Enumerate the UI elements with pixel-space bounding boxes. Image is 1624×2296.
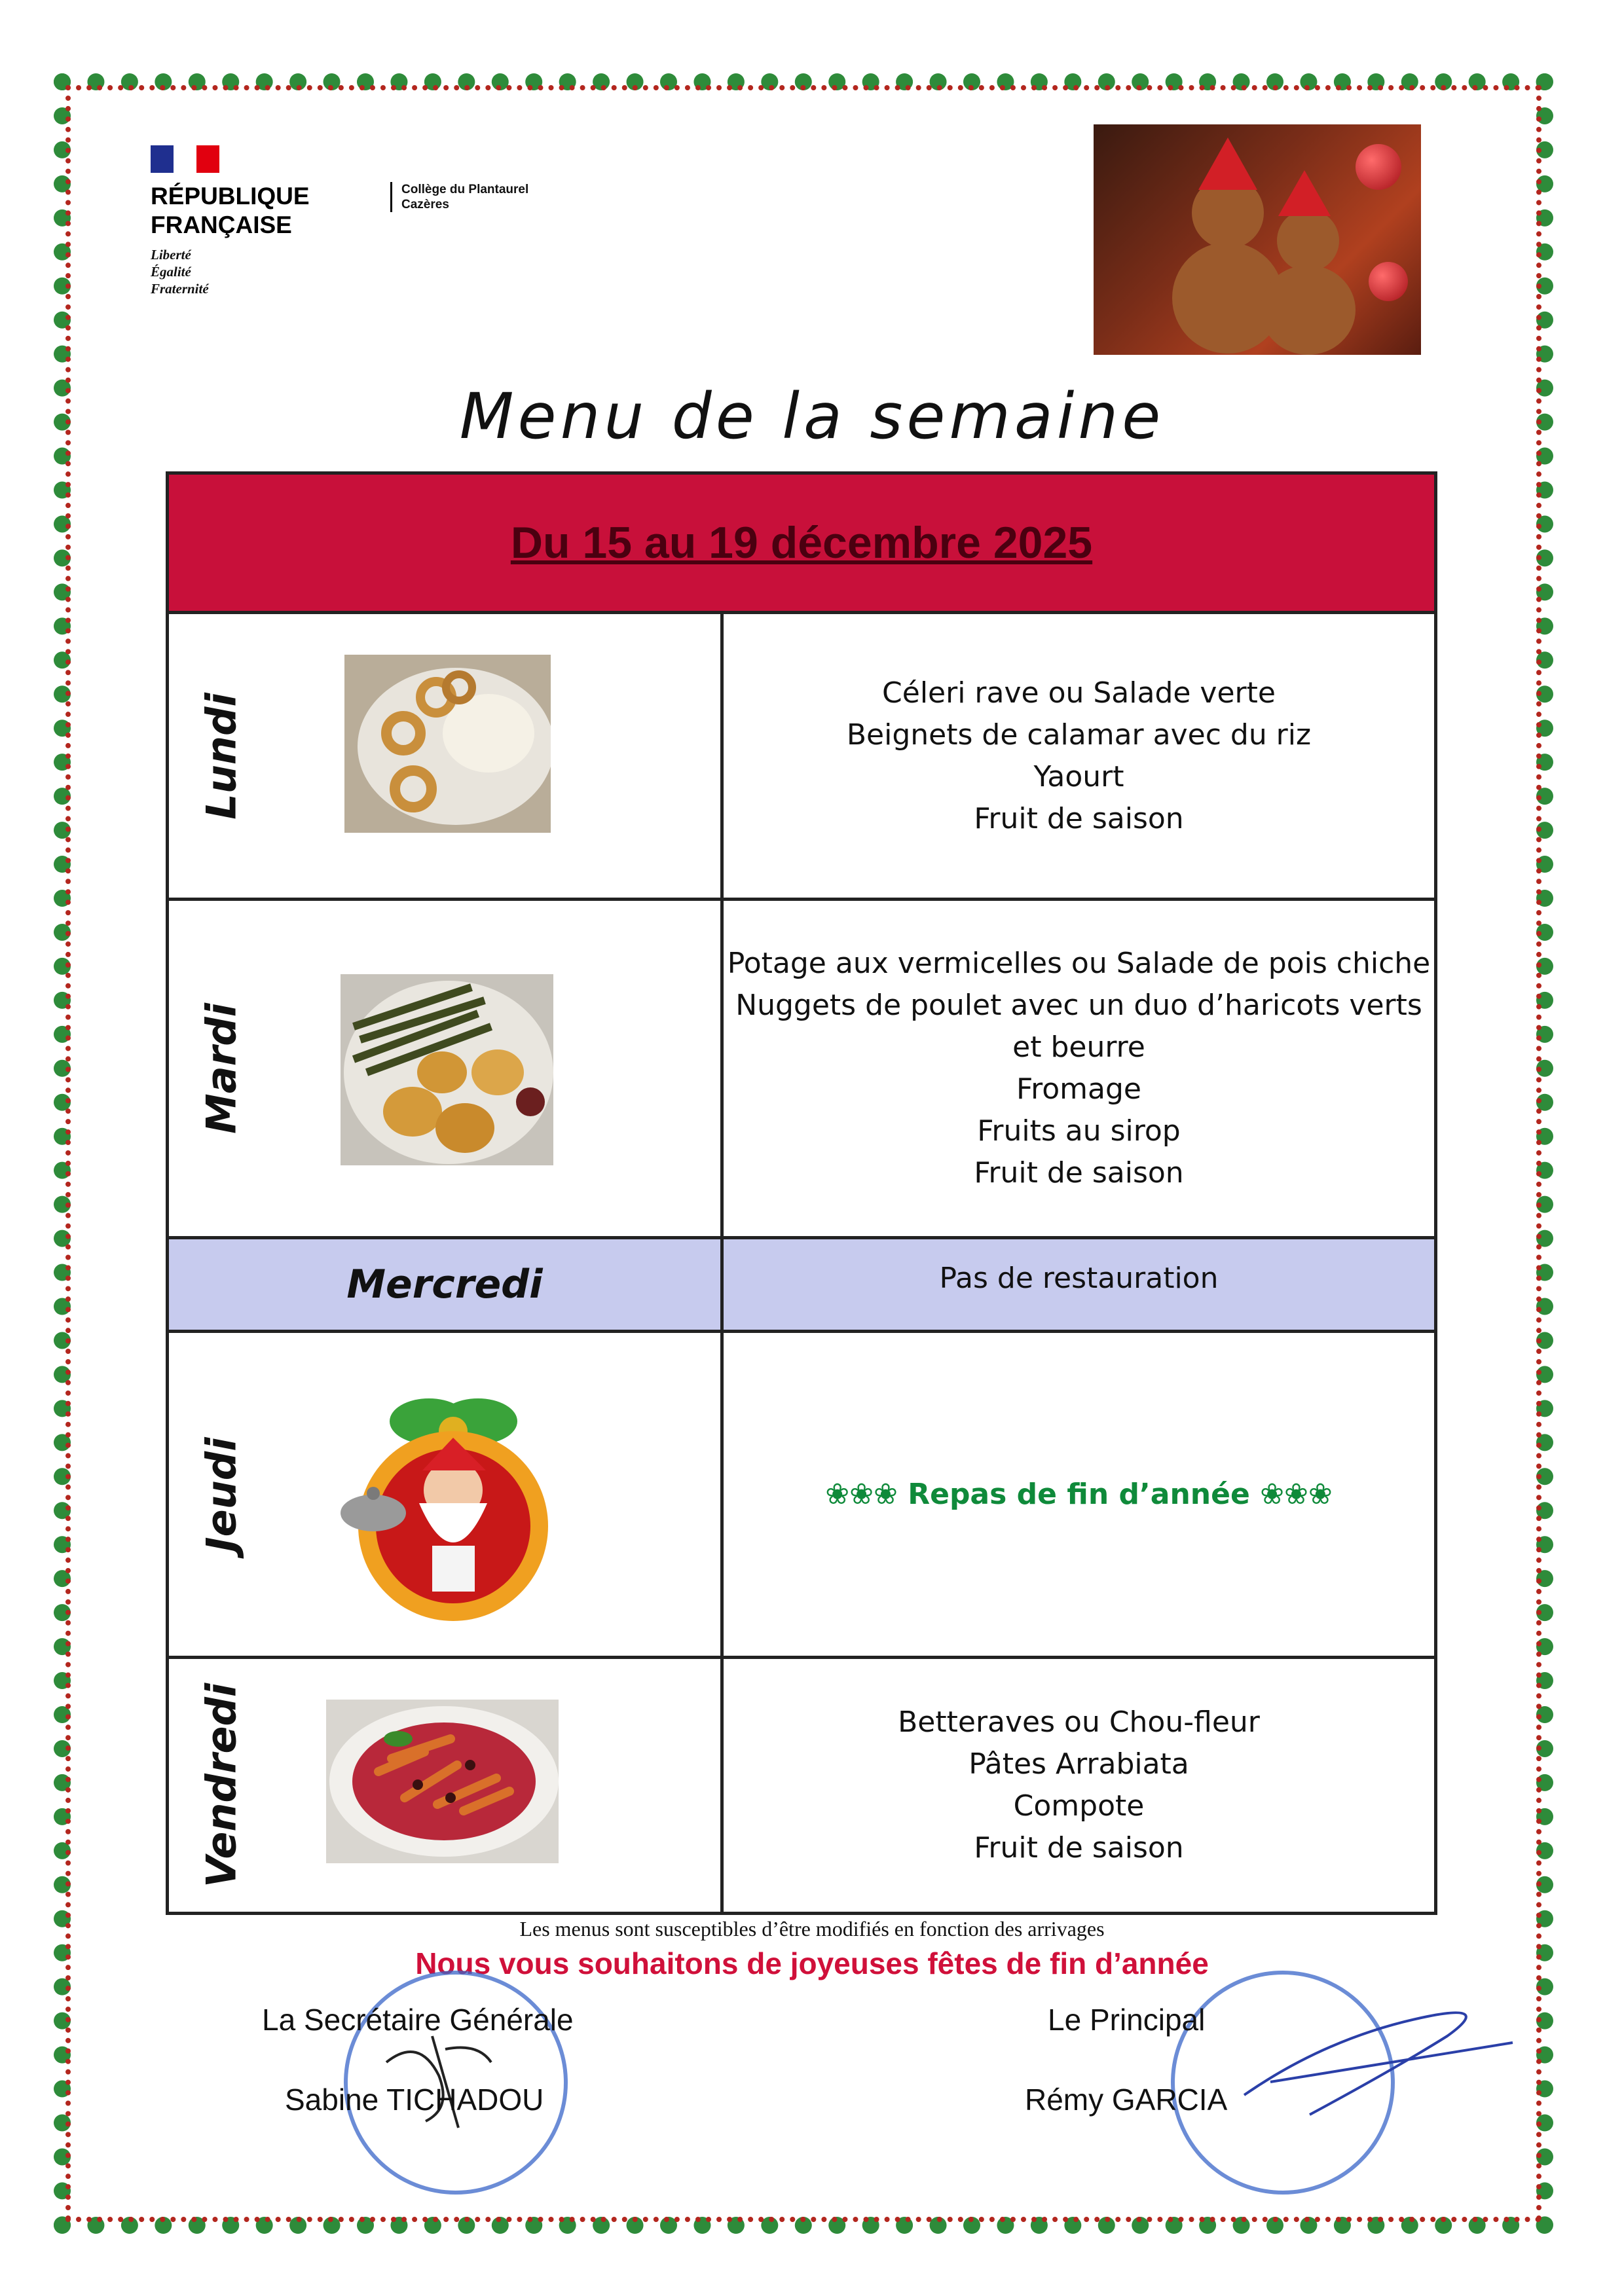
dish: Potage aux vermicelles ou Salade de pois chiche: [727, 947, 1431, 980]
right-signatory-role: Le Principal: [1048, 2003, 1206, 2037]
day-label-lundi: Lundi: [197, 692, 246, 820]
signature-left: [380, 2023, 498, 2134]
dish: et beurre: [1012, 1030, 1145, 1064]
ornament-icon: [1369, 262, 1408, 301]
week-label: Du 15 au 19 décembre 2025: [510, 518, 1093, 568]
motto-egalite: Égalité: [151, 264, 191, 280]
dish: Yaourt: [1033, 759, 1124, 793]
college-name: [390, 182, 528, 212]
menu-vendredi: [724, 1659, 1434, 1912]
day-label-mardi: Mardi: [197, 1003, 246, 1134]
page-title: Menu de la semaine: [459, 380, 1165, 453]
day-label-vendredi: Vendredi: [197, 1683, 246, 1888]
menu-mardi: [724, 901, 1434, 1236]
row-lundi: [169, 614, 1434, 901]
ornament-icon: [1356, 144, 1401, 190]
menu-lundi: [724, 614, 1434, 898]
santa-hat-icon: [1198, 137, 1257, 190]
holiday-wishes: Nous vous souhaitons de joyeuses fêtes de fin d’année: [415, 1946, 1209, 1980]
signature-right: [1231, 1997, 1519, 2128]
dish: Nuggets de poulet avec un duo d’haricots verts: [735, 989, 1422, 1022]
dish: Beignets de calamar avec du riz: [846, 718, 1312, 752]
nuggets-photo: [341, 974, 553, 1165]
row-jeudi: [169, 1333, 1434, 1659]
menu-mercredi: [724, 1239, 1434, 1330]
end-of-year-meal-label: ❀❀❀ Repas de fin d’année ❀❀❀: [825, 1477, 1333, 1511]
college-line-2: Cazères: [401, 198, 449, 211]
dish: Fruit de saison: [974, 1831, 1184, 1865]
menu-change-note: Les menus sont susceptibles d’être modifiés en fonction des arrivages: [519, 1917, 1105, 1941]
republique-line-1: RÉPUBLIQUE: [151, 183, 310, 210]
gingerbread-head-icon: [1277, 210, 1339, 272]
republique-line-2: FRANÇAISE: [151, 211, 292, 238]
dish: Fruit de saison: [974, 801, 1184, 835]
row-vendredi: [169, 1659, 1434, 1912]
calamari-photo: [344, 655, 551, 833]
row-mercredi: [169, 1239, 1434, 1333]
dish: Fruit de saison: [974, 1156, 1184, 1190]
motto-fraternite: Fraternité: [151, 281, 209, 297]
gingerbread-body-icon: [1261, 265, 1356, 355]
santa-hat-icon: [1278, 170, 1331, 216]
republique-francaise-logo: [151, 145, 310, 297]
day-label-jeudi: Jeudi: [197, 1437, 246, 1552]
pasta-photo: [326, 1700, 559, 1863]
right-signatory-name: Rémy GARCIA: [1025, 2083, 1228, 2117]
row-mardi: [169, 901, 1434, 1239]
no-service-label: Pas de restauration: [939, 1262, 1219, 1295]
day-label-mercredi: Mercredi: [346, 1262, 543, 1307]
dish: Pâtes Arrabiata: [969, 1747, 1189, 1781]
college-line-1: Collège du Plantaurel: [401, 183, 529, 196]
left-signatory-name: Sabine TICHADOU: [285, 2083, 544, 2117]
dish: Fruits au sirop: [977, 1114, 1181, 1148]
menu-table: [166, 471, 1437, 1915]
motto-liberte: Liberté: [151, 247, 191, 263]
santa-ornament-icon: [341, 1392, 557, 1621]
dish: Betteraves ou Chou-fleur: [898, 1705, 1260, 1739]
dish: Céleri rave ou Salade verte: [882, 676, 1276, 710]
menu-jeudi: [724, 1333, 1434, 1656]
french-flag-icon: [151, 145, 219, 173]
week-banner: [169, 475, 1434, 614]
dish: Fromage: [1016, 1072, 1141, 1106]
left-signatory-role: La Secrétaire Générale: [262, 2003, 574, 2037]
dish: Compote: [1013, 1789, 1145, 1823]
gingerbread-photo: [1094, 124, 1421, 355]
